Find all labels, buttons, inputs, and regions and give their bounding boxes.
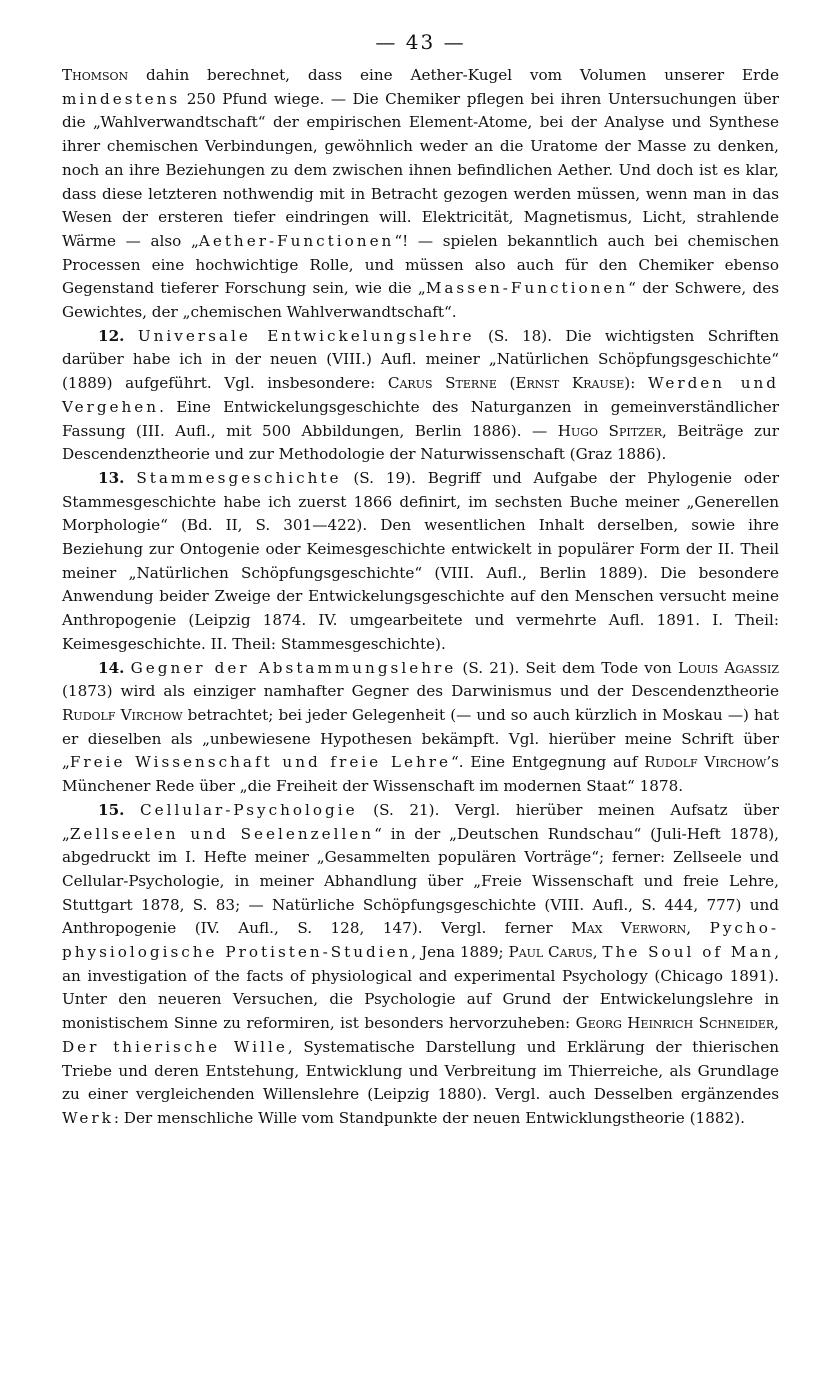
- spaced-emphasis: Stammesgeschichte: [136, 468, 342, 487]
- text-run: . Eine Entwickelungsgeschichte des Naturganzen in gemeinverständlicher Fassung (III. Aufl., mit 500 Abbildungen, Berlin 1886). —: [62, 397, 779, 440]
- text-run: [124, 327, 137, 345]
- note-paragraph: [62, 325, 779, 467]
- text-run: 250 Pfund wiege. — Die Chemiker pflegen bei ihren Untersuchungen über die „Wahlverwandtschaft“ der empirischen Element-Atome, bei der Analyse und Synthese ihrer chemischen Verbindungen, gewöhnlich weder an die Uratome der Masse zu denken, noch an ihre Beziehungen zu dem zwischen ihnen befindlichen Aether. Und doch ist es klar, dass diese letzteren nothwendig mit in Betracht gezogen werden müssen, wenn man in das Wesen der ersteren tiefer eindringen will. Elektricität, Magnetismus, Licht, strahlende Wärme — also „: [62, 89, 779, 250]
- author-name: Max Verworn: [571, 919, 687, 938]
- text-run: ’s Münchener Rede über „die Freiheit der Wissenschaft im modernen Staat“ 1878.: [62, 753, 779, 796]
- text-run: betrachtet; bei jeder Gelegenheit (— und so auch kürzlich in Moskau —) hat er dieselben als „unbewiesene Hypothesen bekämpft. Vgl. hierüber meine Schrift über „: [62, 705, 779, 772]
- spaced-emphasis: mindestens: [62, 89, 181, 108]
- author-name: Paul Carus: [508, 943, 593, 962]
- text-run: ,: [774, 1014, 779, 1033]
- note-paragraph: [62, 467, 779, 657]
- author-name: Georg Heinrich Schneider: [575, 1014, 775, 1033]
- text-run: “ in der „Deutschen Rundschau“ (Juli-Heft 1878), abgedruckt im I. Hefte meiner „Gesammelten populären Vorträge“; ferner: Zellseele und Cellular-Psychologie, in meiner Abhandlung über „Freie Wissenschaft und freie Lehre, Stuttgart 1878, S. 83; — Natürliche Schöpfungsgeschichte (VIII. Aufl., S. 444, 777) und Anthropogenie (IV. Aufl., S. 128, 147). Vergl. ferner: [62, 824, 780, 938]
- author-name: Louis Agassiz: [677, 658, 779, 677]
- spaced-emphasis: The Soul of Man: [602, 943, 775, 962]
- author-name: Thomson: [62, 66, 129, 84]
- continuation-paragraph: [62, 64, 779, 325]
- spaced-emphasis: Gegner der Abstammungslehre: [130, 658, 457, 677]
- spaced-emphasis: Massen-Functionen: [425, 279, 629, 298]
- note-number: 13.: [98, 468, 125, 487]
- text-run: (S. 21). Seit dem Tode von: [456, 658, 678, 677]
- page-number: — 43 —: [375, 30, 466, 54]
- spaced-emphasis: Zellseelen und Seelenzellen: [69, 824, 375, 843]
- text-run: [124, 469, 136, 487]
- text-run: “! — spielen bekanntlich auch bei chemischen Processen eine hochwichtige Rolle, und müssen also auch für den Chemiker ebenso Gegenstand tieferer Forschung sein, wie die „: [62, 231, 779, 298]
- text-run: ,: [686, 919, 710, 938]
- spaced-emphasis: Freie Wissenschaft und freie Lehre: [69, 753, 451, 772]
- text-run: (S. 21). Vergl. hierüber meinen Aufsatz über „: [62, 800, 780, 843]
- text-run: ,: [592, 943, 603, 962]
- text-run: , Systematische Darstellung und Erklärung der thierischen Triebe und deren Entstehung, Entwicklung und Verbreitung im Thierreiche, als Grundlage zu einer vergleichenden Willenslehre (Leipzig 1880). Vergl. auch Desselben ergänzendes: [62, 1037, 780, 1104]
- text-run: : Der menschliche Wille vom Standpunkte der neuen Entwicklungstheorie (1882).: [113, 1108, 745, 1127]
- spaced-emphasis: Aether-Functionen: [198, 231, 395, 250]
- author-name: Rudolf Virchow: [644, 753, 767, 772]
- spaced-emphasis: Werden und Vergehen: [62, 374, 779, 416]
- text-run: (1873) wird als einziger namhafter Gegner des Darwinismus und der Descendenztheorie: [62, 682, 779, 701]
- spaced-emphasis: Werk: [62, 1108, 114, 1127]
- author-name: Hugo Spitzer: [557, 421, 662, 440]
- author-name: Rudolf Virchow: [62, 705, 183, 724]
- text-run: (S. 19). Begriff und Aufgabe der Phylogenie oder Stammesgeschichte habe ich zuerst 1866 definirt, im sechsten Buche meiner „Generellen Morphologie“ (Bd. II, S. 301—422). Den wesentlichen Inhalt derselben, sowie ihre Beziehung zur Ontogenie oder Keimesgeschichte entwickelt in populärer Form der II. Theil meiner „Natürlichen Schöpfungsgeschichte“ (VIII. Aufl., Berlin 1889). Die besondere Anwendung beider Zweige der Entwickelungsgeschichte auf den Menschen versucht meine Anthropogenie (Leipzig 1874. IV. umgearbeitete und vermehrte Aufl. 1891. I. Theil: Keimesgeschichte. II. Theil: Stammesgeschichte).: [62, 468, 780, 653]
- spaced-emphasis: Pycho-physiologische Protisten-Studien: [62, 919, 779, 962]
- note-number: 14.: [98, 658, 125, 677]
- text-run: [124, 801, 140, 819]
- text-run: “ der Schwere, des Gewichtes, der „chemischen Wahlverwandtschaft“.: [62, 279, 779, 322]
- text-run: , Jena 1889;: [411, 943, 509, 962]
- text-run: “. Eine Entgegnung auf: [451, 753, 645, 772]
- note-number: 15.: [98, 800, 125, 819]
- note-paragraph: [62, 799, 779, 1131]
- note-paragraph: [62, 657, 779, 799]
- spaced-emphasis: Cellular-Psychologie: [140, 800, 358, 819]
- page-body-text: [62, 64, 779, 1131]
- spaced-emphasis: Universale Entwickelungslehre: [137, 326, 475, 345]
- text-run: (S. 18). Die wichtigsten Schriften darüber habe ich in der neuen (VIII.) Aufl. meiner „Natürlichen Schöpfungsgeschichte“ (1889) aufgeführt. Vgl. insbesondere:: [62, 326, 780, 393]
- text-run: , Beiträge zur Descendenztheorie und zur Methodologie der Naturwissenschaft (Graz 1886).: [62, 421, 779, 464]
- author-name: Carus Sterne (Ernst Krause): [387, 374, 631, 393]
- text-run: dahin berechnet, dass eine Aether-Kugel vom Volumen unserer Erde: [128, 66, 779, 84]
- spaced-emphasis: Der thierische Wille: [62, 1037, 288, 1056]
- text-run: , an investigation of the facts of physiological and experimental Psychology (Chicago 1891). Unter den neueren Versuchen, die Psychologie auf Grund der Entwickelungslehre in monistischem Sinne zu reformiren, ist besonders hervorzuheben:: [62, 943, 780, 1033]
- text-run: :: [630, 374, 648, 393]
- note-number: 12.: [98, 326, 125, 345]
